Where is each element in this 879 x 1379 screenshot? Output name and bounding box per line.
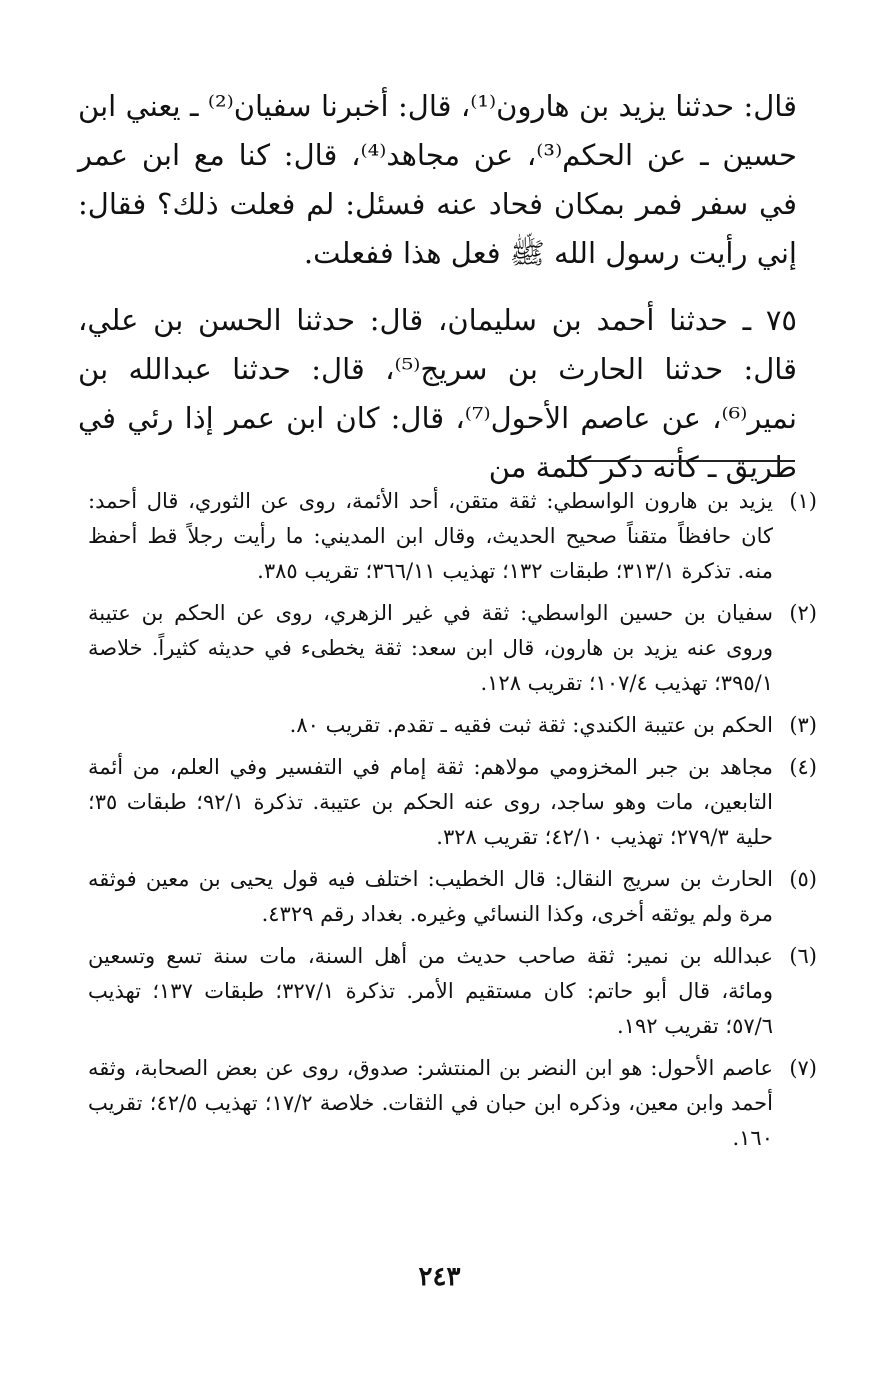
- footnote-number: (١): [789, 489, 817, 513]
- main-text-body: [78, 82, 797, 492]
- footnote-text: الحكم بن عتيبة الكندي: ثقة ثبت فقيه ـ تقدم. تقريب ٨٠.: [289, 713, 773, 737]
- footnote-5: [88, 862, 817, 932]
- main-paragraph-2: ٧٥ ـ حدثنا أحمد بن سليمان، قال: حدثنا الحسن بن علي، قال: حدثنا الحارث بن سريج⁽⁵⁾، قال: حدثنا عبدالله بن نمير⁽⁶⁾، عن عاصم الأحول⁽⁷⁾، قال: كان ابن عمر إذا رئي في طريق ـ كأنه ذكر كلمة من: [78, 303, 797, 484]
- footnote-7: [88, 1051, 817, 1156]
- footnote-text: مجاهد بن جبر المخزومي مولاهم: ثقة إمام في التفسير وفي العلم، من أئمة التابعين، مات وهو ساجد، روى عنه الحكم بن عتيبة. تذكرة ٩٢/١؛ طبقات ٣٥؛ حلية ٢٧٩/٣؛ تهذيب ٤٢/١٠؛ تقريب ٣٢٨.: [88, 755, 773, 849]
- footnote-2: [88, 596, 817, 701]
- footnote-1: [88, 484, 817, 589]
- footnote-text: يزيد بن هارون الواسطي: ثقة متقن، أحد الأئمة، روى عن الثوري، قال أحمد: كان حافظاً متقناً صحيح الحديث، وقال ابن المديني: ما رأيت رجلاً قط أحفظ منه. تذكرة ٣١٣/١؛ طبقات ١٣٢؛ تهذيب ٣٦٦/١١؛ تقريب ٣٨٥.: [88, 489, 773, 583]
- footnote-text: الحارث بن سريج النقال: قال الخطيب: اختلف فيه قول يحيى بن معين فوثقه مرة ولم يوثقه أخرى، وكذا النسائي وغيره. بغداد رقم ٤٣٢٩.: [88, 867, 773, 926]
- main-paragraph-1: قال: حدثنا يزيد بن هارون⁽¹⁾، قال: أخبرنا سفيان⁽²⁾ ـ يعني ابن حسين ـ عن الحكم⁽³⁾، عن مجاهد⁽⁴⁾، قال: كنا مع ابن عمر في سفر فمر بمكان فحاد عنه فسئل: لم فعلت ذلك؟ فقال: إني رأيت رسول الله ﷺ فعل هذا ففعلت.: [78, 89, 797, 270]
- footnote-number: (٧): [789, 1056, 817, 1080]
- footnote-text: عبدالله بن نمير: ثقة صاحب حديث من أهل السنة، مات سنة تسع وتسعين ومائة، قال أبو حاتم: كان مستقيم الأمر. تذكرة ٣٢٧/١؛ طبقات ١٣٧؛ تهذيب ٥٧/٦؛ تقريب ١٩٢.: [88, 944, 773, 1038]
- footnote-6: [88, 939, 817, 1044]
- page-number: ٢٤٣: [418, 1262, 461, 1292]
- footnote-number: (٤): [789, 755, 817, 779]
- footnote-separator-line: [567, 460, 795, 462]
- footnote-text: عاصم الأحول: هو ابن النضر بن المنتشر: صدوق، روى عن بعض الصحابة، وثقه أحمد وابن معين، وذكره ابن حبان في الثقات. خلاصة ١٧/٢؛ تهذيب ٤٢/٥؛ تقريب ١٦٠.: [88, 1056, 774, 1150]
- footnote-number: (٢): [789, 601, 817, 625]
- footnote-number: (٥): [789, 867, 817, 891]
- footnote-3: [88, 708, 817, 743]
- footnote-number: (٦): [789, 944, 817, 968]
- footnotes-section: [88, 484, 817, 1163]
- footnote-text: سفيان بن حسين الواسطي: ثقة في غير الزهري، روى عن الحكم بن عتيبة وروى عنه يزيد بن هارون، قال ابن سعد: ثقة يخطىء في حديثه كثيراً. خلاصة ٣٩٥/١؛ تهذيب ١٠٧/٤؛ تقريب ١٢٨.: [88, 601, 773, 695]
- footnote-4: [88, 750, 817, 855]
- footnote-number: (٣): [789, 713, 817, 737]
